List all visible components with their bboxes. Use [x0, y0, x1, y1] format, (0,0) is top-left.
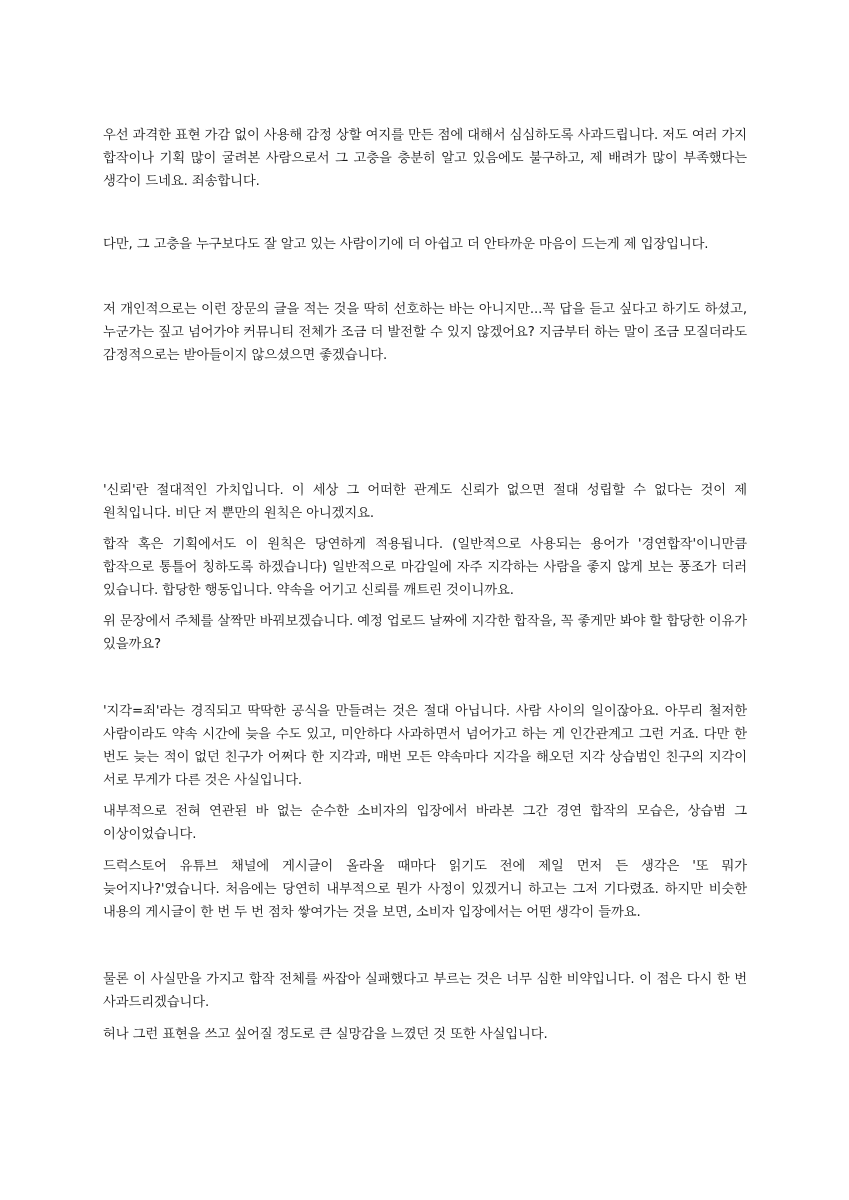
- paragraph-apology: 우선 과격한 표현 가감 없이 사용해 감정 상할 여지를 만든 점에 대해서 심심하도록 사과드립니다. 저도 여러 가지 합작이나 기획 많이 굴려본 사람으로서 그 고충을 충분히 알고 있음에도 불구하고, 제 배려가 많이 부족했다는 생각이 드네요. 죄송합니다.: [103, 128, 747, 189]
- paragraph-disappointment: 허나 그런 표현을 쓰고 싶어질 정도로 큰 실망감을 느꼈던 것 또한 사실입니다.: [103, 1027, 548, 1042]
- paragraph-collab-principle: 합작 혹은 기획에서도 이 원칙은 당연하게 적용됩니다. (일반적으로 사용되는 용어가 '경연합작'이니만큼 합작으로 통틀어 칭하도록 하겠습니다) 일반적으로 마감일에 자주 지각하는 사람을 좋지 않게 보는 풍조가 더러 있습니다. 합당한 행동입니다. 약속을 어기고 신뢰를 깨트린 것이니까요.: [103, 537, 747, 598]
- paragraph-lateness: '지각=죄'라는 경직되고 딱딱한 공식을 만들려는 것은 절대 아닙니다. 사람 사이의 일이잖아요. 아무리 철저한 사람이라도 약속 시간에 늦을 수도 있고, 미안하다 사과하면서 넘어가고 하는 게 인간관계고 그런 거죠. 다만 한 번도 늦는 적이 없던 친구가 어쩌다 한 지각과, 매번 모든 약속마다 지각을 해오던 지각 상습범인 친구의 지각이 서로 무게가 다른 것은 사실입니다.: [103, 704, 747, 788]
- paragraph-intent: 저 개인적으로는 이런 장문의 글을 적는 것을 딱히 선호하는 바는 아니지만...꼭 답을 듣고 싶다고 하기도 하셨고, 누군가는 짚고 넘어가야 커뮤니티 전체가 조금 더 발전할 수 있지 않겠어요? 지금부터 하는 말이 조금 모질더라도 감정적으로는 받아들이지 않으셨으면 좋겠습니다.: [103, 302, 747, 363]
- paragraph-consumer-view: 내부적으로 전혀 연관된 바 없는 순수한 소비자의 입장에서 바라본 그간 경연 합작의 모습은, 상습범 그 이상이었습니다.: [103, 804, 747, 842]
- paragraph-youtube: 드럭스토어 유튜브 채널에 게시글이 올라올 때마다 읽기도 전에 제일 먼저 든 생각은 '또 뭐가 늦어지나?'였습니다. 처음에는 당연히 내부적으로 뭔가 사정이 있겠거니 하고는 그저 기다렸죠. 하지만 비슷한 내용의 게시글이 한 번 두 번 점차 쌓여가는 것을 보면, 소비자 입장에서는 어떤 생각이 들까요.: [103, 859, 747, 920]
- paragraph-subject-swap: 위 문장에서 주체를 살짝만 바꿔보겠습니다. 예정 업로드 날짜에 지각한 합작을, 꼭 좋게만 봐야 할 합당한 이유가 있을까요?: [103, 614, 747, 652]
- paragraph-apology-again: 물론 이 사실만을 가지고 합작 전체를 싸잡아 실패했다고 부르는 것은 너무 심한 비약입니다. 이 점은 다시 한 번 사과드리겠습니다.: [103, 972, 747, 1010]
- paragraph-position: 다만, 그 고충을 누구보다도 잘 알고 있는 사람이기에 더 아쉽고 더 안타까운 마음이 드는게 제 입장입니다.: [103, 237, 709, 252]
- paragraph-trust: '신뢰'란 절대적인 가치입니다. 이 세상 그 어떠한 관계도 신뢰가 없으면 절대 성립할 수 없다는 것이 제 원칙입니다. 비단 저 뿐만의 원칙은 아니겠지요.: [103, 483, 747, 521]
